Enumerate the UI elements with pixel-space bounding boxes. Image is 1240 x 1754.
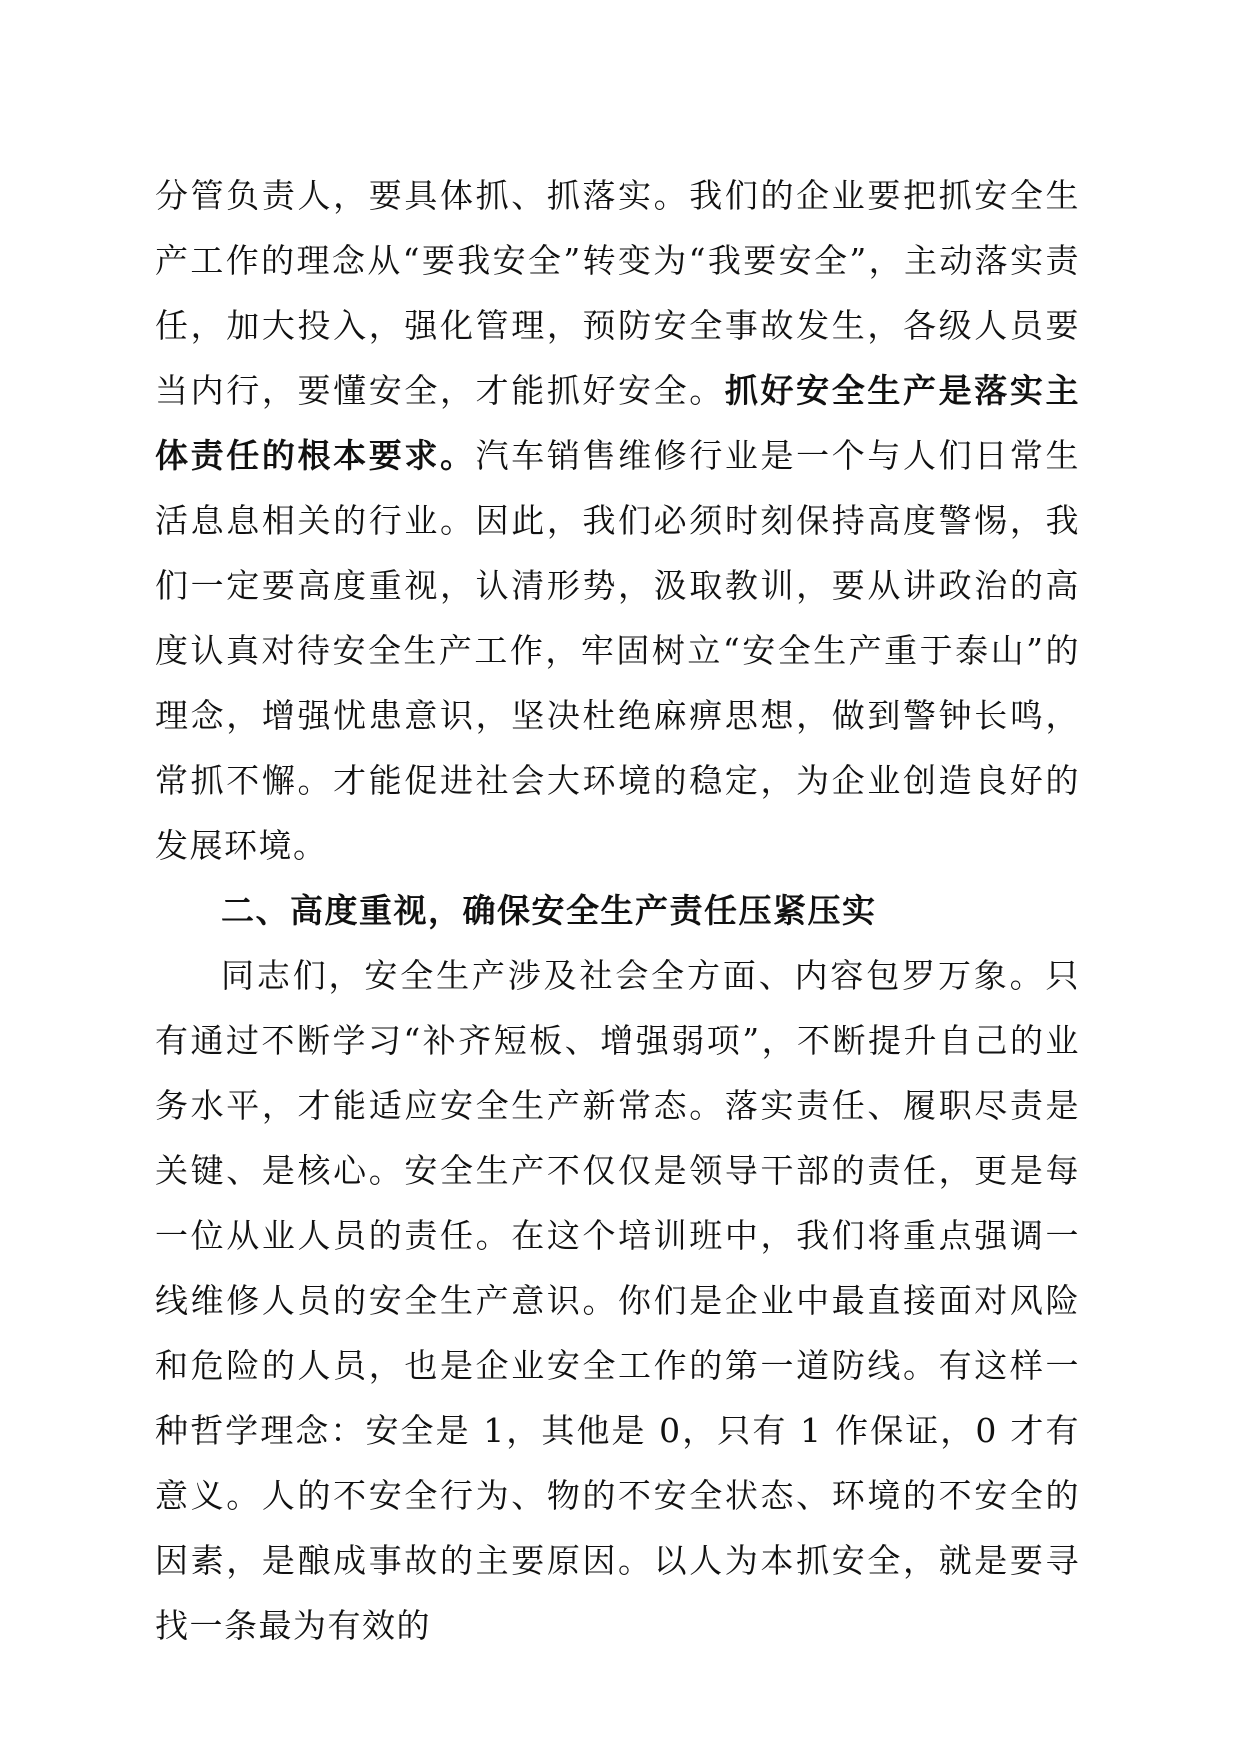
paragraph-body: 同志们，安全生产涉及社会全方面、内容包罗万象。只有通过不断学习“补齐短板、增强弱项”，不断提升自己的业务水平，才能适应安全生产新常态。落实责任、履职尽责是关键、是核心。安全生产不仅仅是领导干部的责任，更是每一位从业人员的责任。在这个培训班中，我们将重点强调一线维修人员的安全生产意识。你们是企业中最直接面对风险和危险的人员，也是企业安全工作的第一道防线。有这样一种哲学理念：安全是 1，其他是 0，只有 1 作保证，0 才有意义。人的不安全行为、物的不安全状态、环境的不安全的因素，是酿成事故的主要原因。以人为本抓安全，就是要寻找一条最为有效的 <box>155 956 1080 1645</box>
paragraph-text: 汽车销售维修行业是一个与人们日常生活息息相关的行业。因此，我们必须时刻保持高度警惕，我们一定要高度重视，认清形势，汲取教训，要从讲政治的高度认真对待安全生产工作，牢固树立“安全生产重于泰山”的理念，增强忧患意识，坚决杜绝麻痹思想，做到警钟长鸣，常抓不懈。才能促进社会大环境的稳定，为企业创造良好的发展环境。 <box>155 436 1081 865</box>
document-page <box>155 163 1080 1658</box>
paragraph-continuation <box>155 163 1080 878</box>
bold-emphasis-sentence: 抓好安全生产是落实主体责任的根本要求。 <box>155 371 1081 475</box>
section-heading: 二、高度重视，确保安全生产责任压紧压实 <box>221 891 877 930</box>
paragraph-text: 分管负责人，要具体抓、抓落实。我们的企业要把抓安全生产工作的理念从“要我安全”转变为“我要安全”，主动落实责任，加大投入，强化管理，预防安全事故发生，各级人员要当内行，要懂安全，才能抓好安全。 <box>155 176 1080 410</box>
